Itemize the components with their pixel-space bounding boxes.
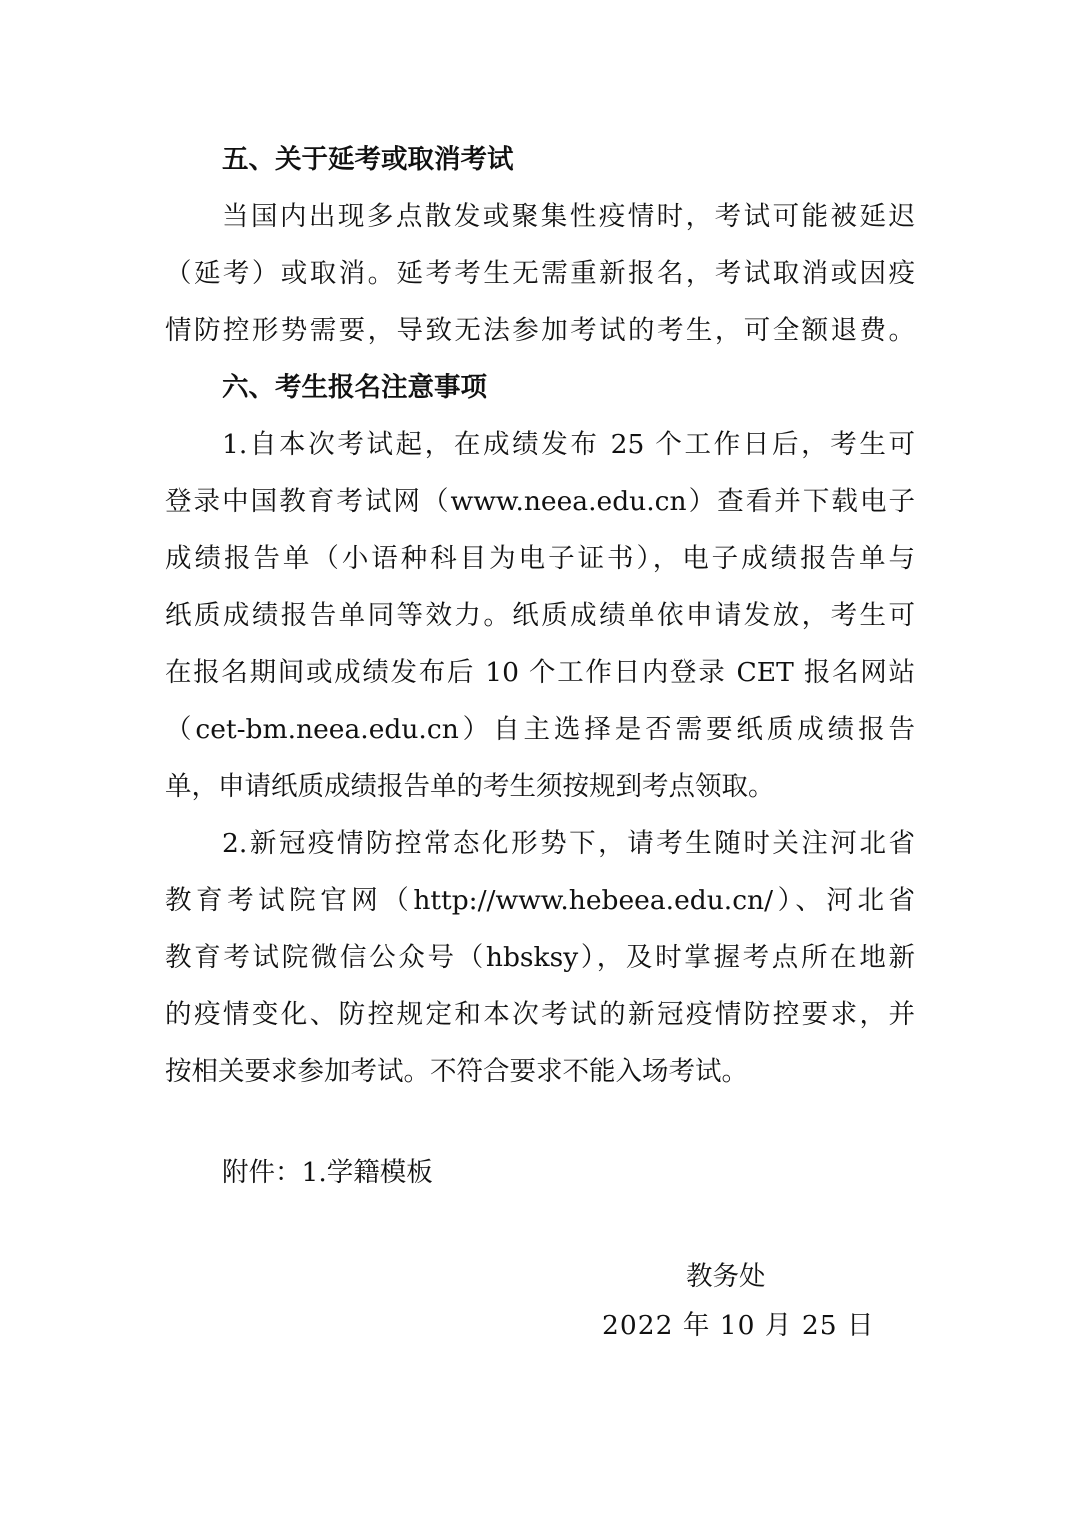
signature-date: 2022 年 10 月 25 日 bbox=[602, 1310, 875, 1341]
section-6-heading: 六、考生报名注意事项 bbox=[222, 372, 487, 403]
section-5-line-3: 情防控形势需要，导致无法参加考试的考生，可全额退费。 bbox=[165, 315, 915, 346]
item-1-line-5: 在报名期间或成绩发布后 10 个工作日内登录 CET 报名网站 bbox=[165, 657, 915, 688]
item-1-line-7: 单，申请纸质成绩报告单的考生须按规到考点领取。 bbox=[165, 771, 775, 802]
item-2-line-2: 教育考试院官网（http://www.hebeea.edu.cn/）、河北省 bbox=[165, 885, 915, 916]
item-2-line-4: 的疫情变化、防控规定和本次考试的新冠疫情防控要求，并 bbox=[165, 999, 915, 1030]
item-1-line-4: 纸质成绩报告单同等效力。纸质成绩单依申请发放，考生可 bbox=[165, 600, 915, 631]
section-5-line-1: 当国内出现多点散发或聚集性疫情时，考试可能被延迟 bbox=[222, 201, 915, 232]
item-2-line-3: 教育考试院微信公众号（hbsksy），及时掌握考点所在地新 bbox=[165, 942, 915, 973]
item-1-line-1: 1.自本次考试起，在成绩发布 25 个工作日后，考生可 bbox=[222, 429, 915, 460]
item-1-line-6: （cet-bm.neea.edu.cn）自主选择是否需要纸质成绩报告 bbox=[165, 714, 915, 745]
item-2-line-5: 按相关要求参加考试。不符合要求不能入场考试。 bbox=[165, 1056, 748, 1087]
section-5-heading: 五、关于延考或取消考试 bbox=[222, 144, 514, 175]
item-1-line-2: 登录中国教育考试网（www.neea.edu.cn）查看并下载电子 bbox=[165, 486, 915, 517]
attachment-line: 附件：1.学籍模板 bbox=[222, 1157, 433, 1188]
signature-organization: 教务处 bbox=[686, 1261, 766, 1292]
item-1-line-3: 成绩报告单（小语种科目为电子证书），电子成绩报告单与 bbox=[165, 543, 915, 574]
item-2-line-1: 2.新冠疫情防控常态化形势下，请考生随时关注河北省 bbox=[222, 828, 915, 859]
section-5-line-2: （延考）或取消。延考考生无需重新报名，考试取消或因疫 bbox=[165, 258, 915, 289]
